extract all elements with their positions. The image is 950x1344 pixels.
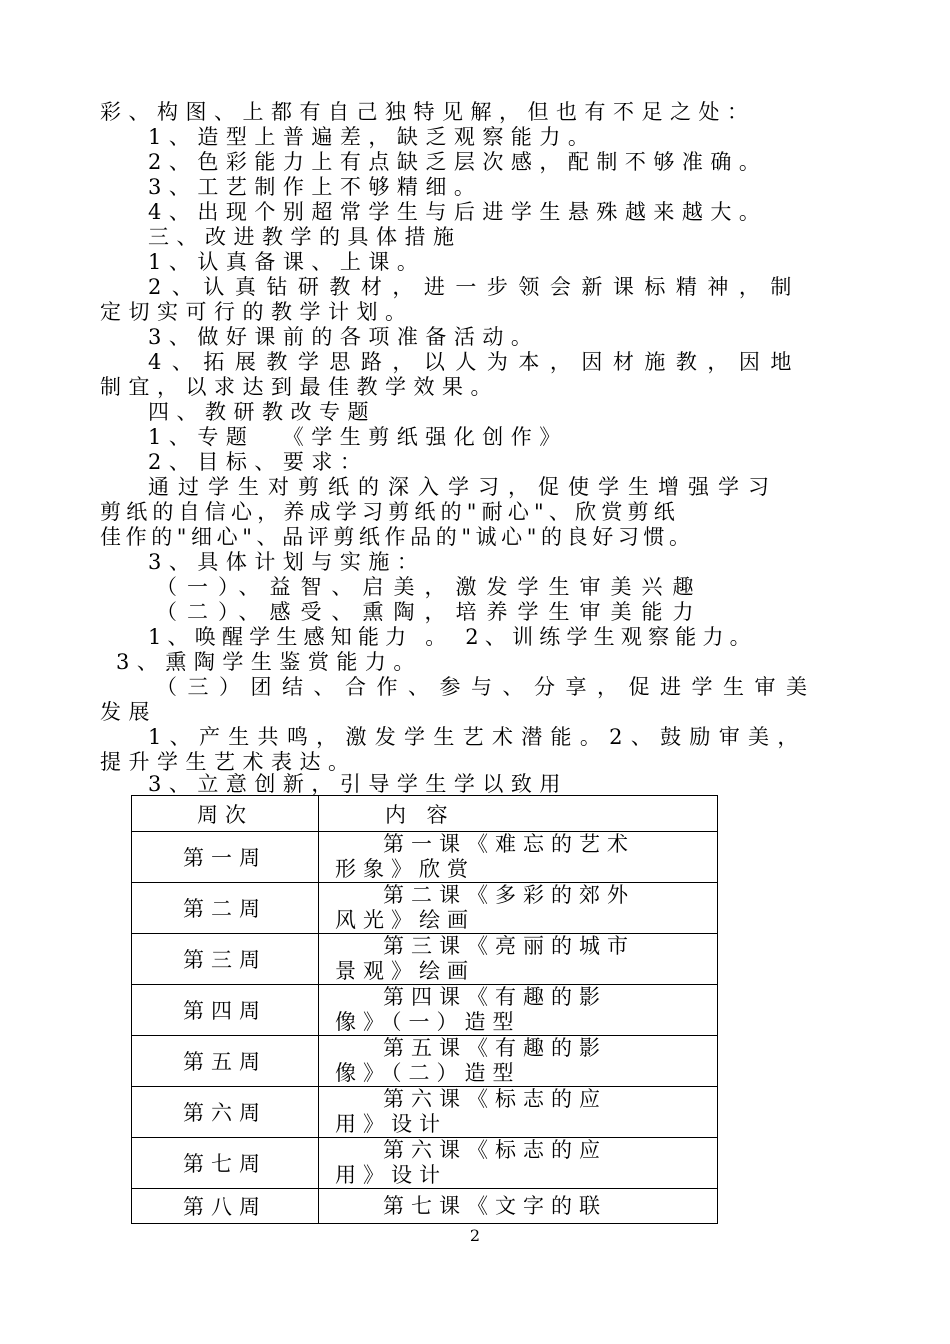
text-line: 3、立意创新，引导学生学以致用	[148, 772, 568, 796]
text-line: 佳作的"细心"、品评剪纸作品的"诚心"的良好习惯。	[100, 525, 695, 549]
text-line: 2、认真钻研教材，进一步领会新课标精神，制	[148, 275, 802, 299]
content-cell	[319, 883, 718, 934]
text-line: 2、色彩能力上有点缺乏层次感，配制不够准确。	[148, 150, 768, 174]
text-line: 1、产生共鸣，激发学生艺术潜能。2、鼓励审美，	[148, 725, 807, 749]
text-line: 3、做好课前的各项准备活动。	[148, 325, 540, 349]
table-row	[132, 1189, 718, 1224]
table-row	[132, 1036, 718, 1087]
week-cell: 第八周	[132, 1189, 319, 1224]
text-line: 通过学生对剪纸的深入学习，促使学生增强学习	[148, 475, 778, 499]
content-line-2: 像》（一）造型	[335, 1010, 521, 1034]
section-heading: 四、教研教改专题	[148, 400, 376, 424]
content-line-1: 第四课《有趣的影	[383, 985, 607, 1009]
text-line: 制宜，以求达到最佳教学效果。	[100, 375, 499, 399]
content-line-1: 第五课《有趣的影	[383, 1036, 607, 1060]
text-line: 定切实可行的教学计划。	[100, 300, 414, 324]
text-line: （一）、益智、启美，激发学生审美兴趣	[156, 575, 704, 599]
week-cell: 第五周	[132, 1036, 319, 1087]
content-line-1: 第六课《标志的应	[383, 1138, 607, 1162]
table-header-row	[132, 796, 718, 832]
content-cell	[319, 985, 718, 1036]
text-line: 1、认真备课、上课。	[148, 250, 426, 274]
week-cell: 第二周	[132, 883, 319, 934]
text-line: 提升学生艺术表达。	[100, 750, 357, 774]
content-line-1: 第三课《亮丽的城市	[383, 934, 635, 958]
content-cell	[319, 832, 718, 883]
content-line-2: 用》设计	[335, 1112, 447, 1136]
week-cell: 第三周	[132, 934, 319, 985]
content-line-1: 第二课《多彩的郊外	[383, 883, 635, 907]
text-line: 4、出现个别超常学生与后进学生悬殊越来越大。	[148, 200, 768, 224]
header-week: 周次	[132, 796, 319, 832]
text-line: 剪纸的自信心，养成学习剪纸的"耐心"、欣赏剪纸	[100, 500, 680, 524]
text-line: 彩、构图、上都有自己独特见解，但也有不足之处：	[100, 100, 756, 124]
section-heading: 三、改进教学的具体措施	[148, 225, 462, 249]
content-line-2: 景观》绘画	[335, 959, 475, 983]
week-cell: 第六周	[132, 1087, 319, 1138]
content-cell	[319, 934, 718, 985]
table-row	[132, 1087, 718, 1138]
week-cell: 第四周	[132, 985, 319, 1036]
content-line-1: 第六课《标志的应	[383, 1087, 607, 1111]
content-line-2: 风光》绘画	[335, 908, 475, 932]
content-cell	[319, 1138, 718, 1189]
content-line-2: 用》设计	[335, 1163, 447, 1187]
text-line: 2、目标、要求：	[148, 450, 369, 474]
text-line: 4、拓展教学思路，以人为本，因材施教，因地	[148, 350, 802, 374]
text-line: 1、造型上普遍差，缺乏观察能力。	[148, 125, 597, 149]
text-line: 3、熏陶学生鉴赏能力。	[116, 650, 422, 674]
text-line: 1、专题 《学生剪纸强化创作》	[148, 425, 568, 449]
table-row	[132, 934, 718, 985]
table-row	[132, 985, 718, 1036]
week-cell: 第七周	[132, 1138, 319, 1189]
page-number: 2	[469, 1226, 481, 1245]
text-line: （三）团结、合作、参与、分享，促进学生审美	[156, 675, 818, 699]
content-line-1: 第一课《难忘的艺术	[383, 832, 635, 856]
content-line-1: 第七课《文字的联	[383, 1193, 607, 1218]
header-content: 内 容	[319, 796, 718, 832]
content-cell	[319, 1087, 718, 1138]
table-row	[132, 832, 718, 883]
table-row	[132, 1138, 718, 1189]
schedule-table	[131, 795, 718, 1224]
content-cell	[319, 1189, 718, 1224]
text-line: （二）、感受、熏陶，培养学生审美能力	[156, 600, 704, 624]
content-line-2: 形象》欣赏	[335, 857, 475, 881]
content-cell	[319, 1036, 718, 1087]
text-line: 3、工艺制作上不够精细。	[148, 175, 483, 199]
text-line: 1、唤醒学生感知能力 。 2、训练学生观察能力。	[148, 625, 757, 649]
text-line: 3、具体计划与实施：	[148, 550, 426, 574]
week-cell: 第一周	[132, 832, 319, 883]
table-row	[132, 883, 718, 934]
text-line: 发展	[100, 700, 157, 724]
content-line-2: 像》（二）造型	[335, 1061, 521, 1085]
